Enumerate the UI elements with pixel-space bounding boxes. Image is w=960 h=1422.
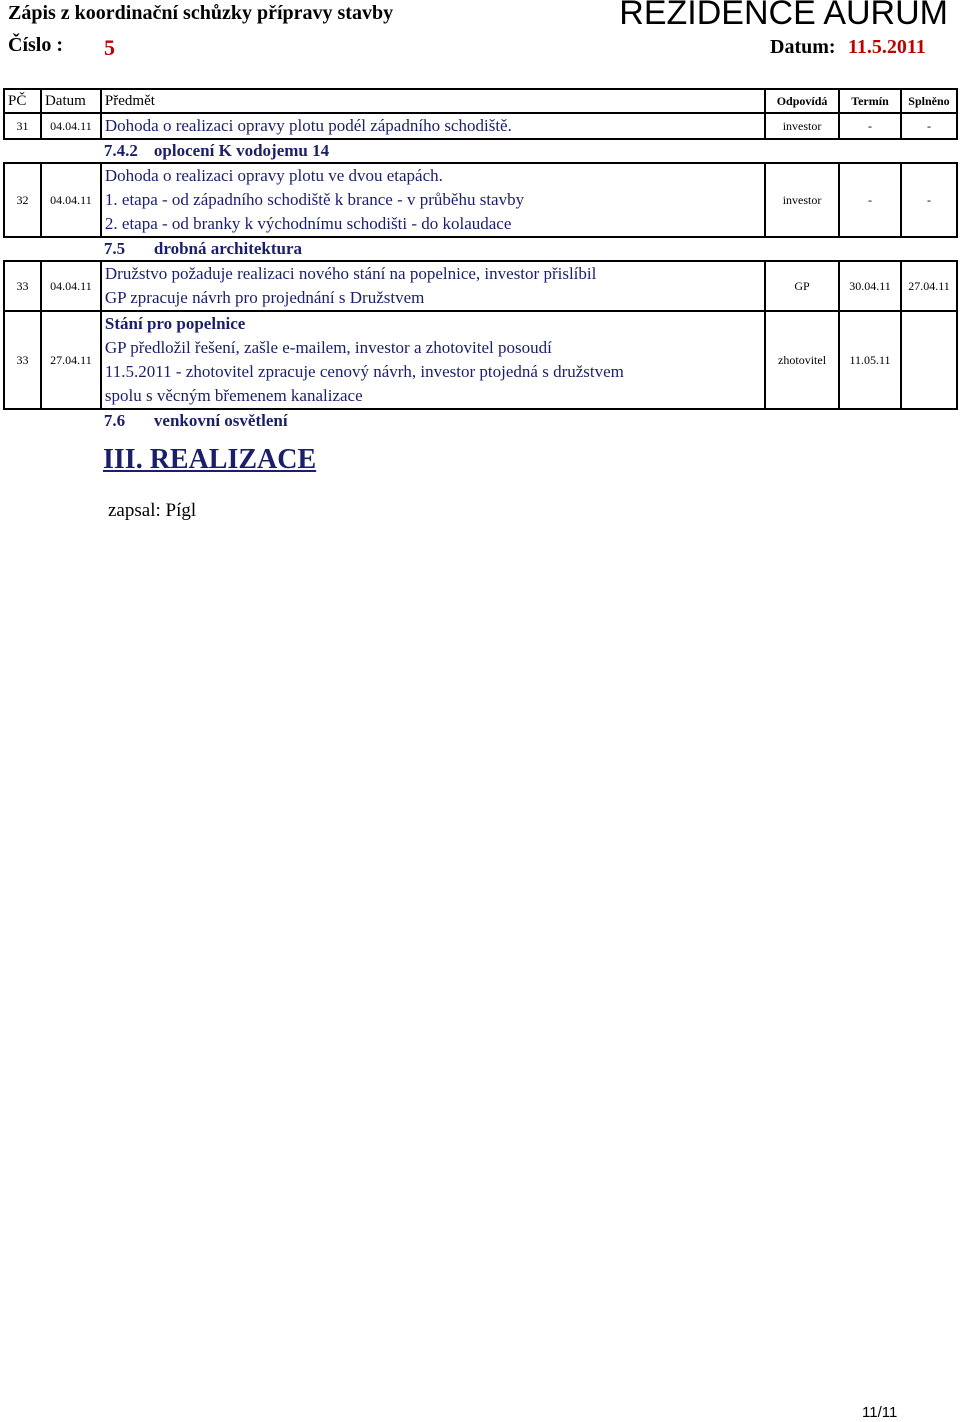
table-row: [4, 113, 957, 139]
row-termin: 11.05.11: [839, 311, 901, 409]
date-label: Datum:: [770, 36, 836, 58]
section-number: 7.6: [103, 411, 126, 430]
subject-heading: Stání pro popelnice: [104, 314, 246, 333]
section-heading: [104, 239, 954, 259]
row-pc: 33: [4, 261, 41, 311]
section-row: [4, 237, 957, 261]
row-odpovida: investor: [765, 113, 839, 139]
row-pc: 31: [4, 113, 41, 139]
row-termin: -: [839, 163, 901, 237]
subject-line: Dohoda o realizaci opravy plotu podél západního schodiště.: [104, 116, 512, 135]
row-splneno: -: [901, 163, 957, 237]
row-datum: 04.04.11: [41, 113, 101, 139]
row-splneno: -: [901, 113, 957, 139]
col-predmet: Předmět: [101, 89, 765, 113]
col-termin: Termín: [839, 89, 901, 113]
col-pc: PČ: [4, 89, 41, 113]
section-heading: [104, 411, 954, 431]
row-termin: 30.04.11: [839, 261, 901, 311]
row-splneno: [901, 311, 957, 409]
row-datum: 27.04.11: [41, 311, 101, 409]
section-title: drobná architektura: [153, 239, 303, 258]
section-title: venkovní osvětlení: [153, 411, 288, 430]
subject-line: 11.5.2011 - zhotovitel zpracuje cenový návrh, investor ptojedná s družstvem: [104, 362, 624, 381]
date-value: 11.5.2011: [848, 36, 926, 58]
section-title: oplocení K vodojemu 14: [153, 141, 330, 160]
subject-line: 2. etapa - od branky k východnímu schodišti - do kolaudace: [104, 214, 512, 233]
col-splneno: Splněno: [901, 89, 957, 113]
table-header-row: [4, 89, 957, 113]
row-subject: [101, 311, 765, 409]
subject-line: 1. etapa - od západního schodiště k brance - v průběhu stavby: [104, 190, 525, 209]
section-row: [4, 409, 957, 432]
number-label: Číslo :: [8, 34, 63, 56]
minutes-table: [3, 88, 958, 432]
document-title: Zápis z koordinační schůzky přípravy stavby: [8, 2, 394, 24]
recorded-by: zapsal: Pígl: [108, 500, 197, 521]
row-pc: 33: [4, 311, 41, 409]
row-splneno: 27.04.11: [901, 261, 957, 311]
row-odpovida: GP: [765, 261, 839, 311]
table-row: [4, 311, 957, 409]
col-odpovida: Odpovídá: [765, 89, 839, 113]
row-subject: [101, 261, 765, 311]
section-number: 7.5: [103, 239, 126, 258]
table-row: [4, 163, 957, 237]
row-datum: 04.04.11: [41, 163, 101, 237]
section-row: [4, 139, 957, 163]
section-heading: [104, 141, 954, 161]
row-datum: 04.04.11: [41, 261, 101, 311]
row-subject: [101, 163, 765, 237]
row-subject: [101, 113, 765, 139]
number-value: 5: [104, 35, 115, 60]
subject-line: GP předložil řešení, zašle e-mailem, investor a zhotovitel posoudí: [104, 338, 552, 357]
row-pc: 32: [4, 163, 41, 237]
subject-line: Dohoda o realizaci opravy plotu ve dvou etapách.: [104, 166, 443, 185]
row-odpovida: investor: [765, 163, 839, 237]
row-odpovida: zhotovitel: [765, 311, 839, 409]
subject-line: GP zpracuje návrh pro projednání s Družstvem: [104, 288, 425, 307]
subject-line: Družstvo požaduje realizaci nového stání na popelnice, investor přislíbil: [104, 264, 597, 283]
col-datum: Datum: [41, 89, 101, 113]
section-number: 7.4.2: [103, 141, 138, 160]
row-termin: -: [839, 113, 901, 139]
chapter-heading: III. REALIZACE: [103, 444, 317, 475]
table-row: [4, 261, 957, 311]
subject-line: spolu s věcným břemenem kanalizace: [104, 386, 363, 405]
project-brand: REZIDENCE AURUM: [619, 0, 948, 32]
page-number: 11/11: [862, 1404, 898, 1421]
